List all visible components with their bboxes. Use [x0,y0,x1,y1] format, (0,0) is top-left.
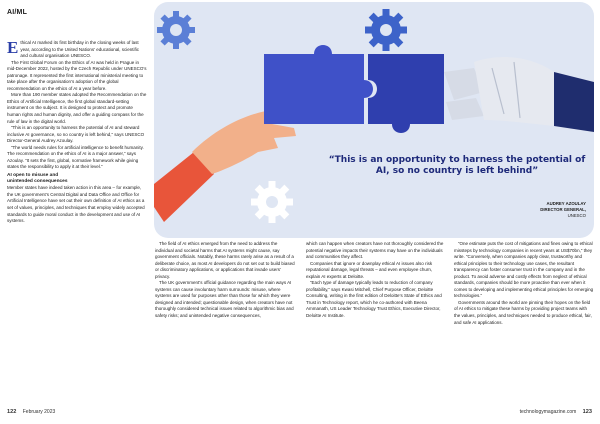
article-column-2 [155,241,295,320]
footer-left [7,409,55,415]
body-paragraph: “One estimate puts the cost of mitigations and fines owing to ethical missteps by technology companies in recent years at US$70bn,” they write. “Conversely, when companies apply clear, trustworthy and ethical principles to their technology use cases, the resultant transparency can foster consumer trust in the company and in the product. To avoid adverse and costly effects from neglect of ethical standards, companies should be more proactive than ever when it comes to developing and implementing ethical principles for emerging technologies.” [454,241,594,299]
body-paragraph: More than 190 member states adopted the Recommendation on the Ethics of Artificial Intelligence, the first global standard-setting instrument on the subject. It is designed to protect and promote human rights and human dignity, and offer a guiding compass for the rule of law in the digital world. [7,92,147,124]
article-column-4 [454,241,594,326]
footer-right [520,409,592,415]
gear-icon [157,11,195,49]
article-column-1 [7,40,147,225]
puzzle-piece-left [264,45,373,124]
body-paragraph: Companies that ignore or downplay ethical AI issues also risk reputational damage, legal threats – and even employee churn, explain AI experts at Deloitte. [306,260,433,279]
puzzle-piece-right [368,54,444,133]
body-paragraph: Governments around the world are pinning their hopes on the field of AI ethics to mitigate these harms by providing project teams with the values, principles, and techniques needed to produce ethical, fair, and safe AI applications. [454,299,592,325]
subheading: AI open to misuse and unintended consequences [7,172,68,185]
pull-quote: “This is an opportunity to harness the potential of AI, so no country is left behind” [328,155,586,176]
page-number-right: 123 [582,409,592,415]
body-paragraph: The field of AI ethics emerged from the need to address the individual and societal harms that AI systems might cause, say government officials. Notably, these harms rarely arise as a result of a deliberate choice, as most AI developers do not set out to build biased or discriminatory applications, or applications that invade users’ privacy. [155,241,295,279]
hands-puzzle-illustration [154,2,594,238]
body-paragraph: “The world needs rules for artificial intelligence to benefit humanity. The recommendation on the ethics of AI is a major answer,” says Azoulay. “It sets the first, global, normative framework while giving states the responsibility to apply it at their level.” [7,144,144,170]
site-url[interactable]: technologymagazine.com [519,409,577,415]
body-paragraph: Member states have indeed taken action in this area – for example, the UK government’s Central Digital and Data Office and Office for Artificial Intelligence have set out their own definition of AI ethics as a set of values, principles, and techniques that employ widely accepted standards to guide moral conduct in the development and use of AI systems. [7,185,145,224]
drop-cap: E [7,38,19,57]
attribution-org: UNESCO [567,213,586,218]
attribution-role: DIRECTOR GENERAL, [540,207,586,212]
issue-date: February 2023 [22,409,56,415]
hero-illustration [154,2,594,238]
attribution-name: AUDREY AZOULAY [546,201,586,206]
gear-icon [365,9,407,51]
body-paragraph: The UK government’s official guidance regarding the main ways AI systems can cause involuntary harm surrounds: misuse, where systems are used for purposes other than those for which they were designed and intended; questionable design, when creators have not thoroughly considered technical issues related to algorithmic bias and safety risks; and unintended negative consequences, [155,280,294,319]
gear-icon [251,181,293,223]
page-number-left: 122 [7,409,17,415]
body-paragraph: “This is an opportunity to harness the potential of AI and steward inclusive AI governance, so no country is left behind,” says UNESCO Director-General Audrey Azoulay. [7,125,145,144]
body-paragraph: Ethical AI marked its first birthday in the closing weeks of last year, according to the United Nations’ educational, scientific and cultural organisation UNESCO. [7,38,139,59]
body-paragraph: “Each type of damage typically leads to reduction of company profitability,” says Kwasi Mitchell, Chief Purpose Officer, Deloitte Consulting, writing in the first edition of Deloitte’s State of Ethics and Trust in Technology report, which he co-authored with Beena Ammanath, US Leader Technology Trust Ethics, Executive Director, Deloitte AI Institute. [306,280,442,319]
body-paragraph: The First Global Forum on the Ethics of AI was held in Prague in mid-December 2022, hosted by the Czech Republic under UNESCO’s patronage. It represented the first international ministerial meeting to take place after the organisation’s adoption of the global recommendation on the ethics of AI a year before. [7,59,147,91]
body-paragraph: which can happen when creators have not thoroughly considered the potential negative impacts their systems may have on the individuals and communities they affect. [306,241,444,260]
article-column-3 [306,241,446,320]
section-tag-left: AI/ML [7,9,28,16]
